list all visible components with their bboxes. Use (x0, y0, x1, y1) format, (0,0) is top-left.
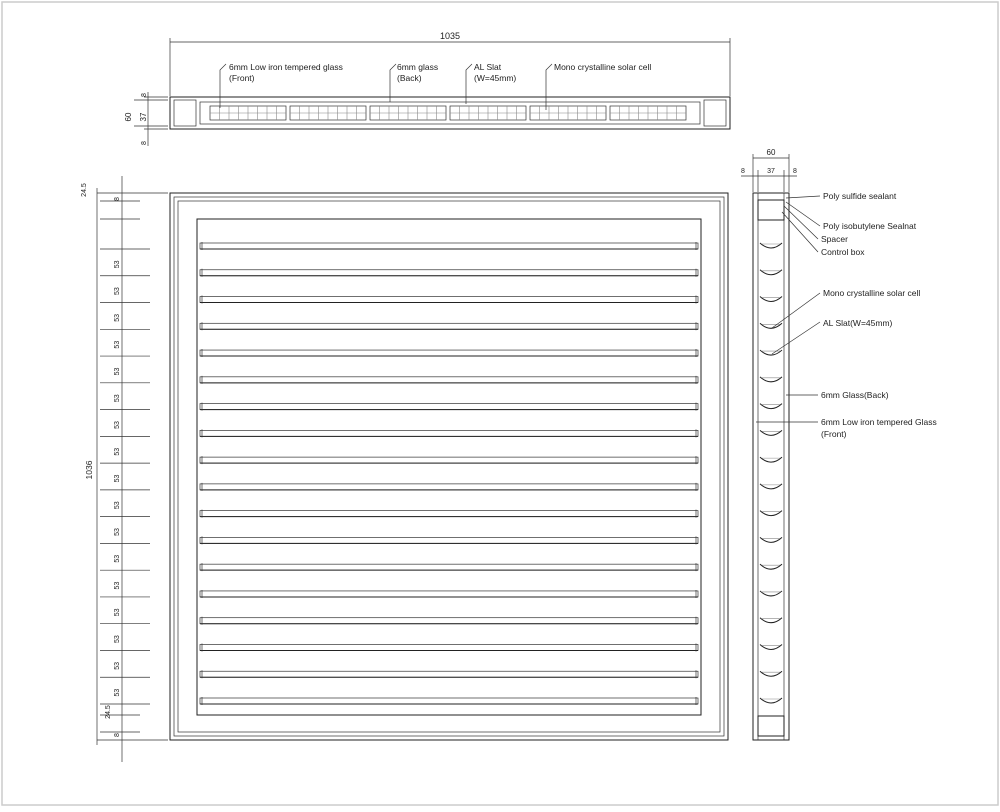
front-frame-line-3 (178, 201, 720, 732)
front-slat (200, 350, 698, 356)
top-label-1-line1: 6mm Low iron tempered glass (229, 62, 343, 72)
front-slat (200, 270, 698, 276)
leader-control-box (782, 212, 818, 252)
leader-al-slat (466, 64, 472, 104)
side-dim-left: 8 (741, 168, 745, 175)
front-pitch-label: 53 (114, 501, 121, 510)
front-height-dim: 1036 (84, 460, 94, 480)
side-control-box-top (758, 200, 784, 220)
front-glass-area (197, 219, 701, 715)
front-frame-line-2 (174, 197, 724, 736)
top-h-total: 60 (124, 112, 133, 122)
leader-solar-cell (546, 64, 552, 110)
front-slat (200, 671, 698, 677)
front-slat (200, 323, 698, 329)
front-pitch-label: 53 (114, 474, 121, 483)
leader-side-al-slat (772, 322, 820, 354)
top-label-3-line1: AL Slat (474, 62, 502, 72)
leader-polysulfide (786, 196, 820, 198)
front-slat (200, 644, 698, 650)
top-h-top: 8 (141, 93, 148, 97)
side-label-1: Poly sulfide sealant (823, 191, 897, 201)
top-label-3-line2: (W=45mm) (474, 73, 517, 83)
side-label-7: 6mm Glass(Back) (821, 390, 889, 400)
side-view (741, 148, 937, 740)
front-pitch-label: 53 (114, 635, 121, 643)
front-slat (200, 698, 698, 704)
front-view (81, 176, 728, 762)
leader-back-glass (390, 64, 396, 102)
leader-front-glass (220, 64, 226, 108)
side-label-3: Spacer (821, 234, 848, 244)
front-top-dim-1: 24.5 (81, 183, 88, 197)
top-label-1-line2: (Front) (229, 73, 255, 83)
top-cell-strip (210, 106, 686, 120)
top-h-inner: 37 (139, 112, 148, 122)
front-slat (200, 430, 698, 436)
front-slat (200, 537, 698, 543)
front-slats (200, 242, 698, 705)
side-label-4: Control box (821, 247, 865, 257)
top-label-2-line2: (Back) (397, 73, 422, 83)
side-dim-inner: 37 (767, 168, 775, 175)
top-frame-left-end (174, 100, 196, 126)
front-pitch-label: 53 (114, 314, 121, 322)
front-pitch-label: 53 (114, 394, 121, 403)
front-pitch-label: 53 (114, 367, 121, 376)
side-label-2: Poly isobutylene Sealnat (823, 221, 917, 231)
front-pitch-label: 53 (114, 447, 121, 456)
top-label-4-line1: Mono crystalline solar cell (554, 62, 652, 72)
width-dim-text: 1035 (439, 31, 461, 41)
side-label-8-line2: (Front) (821, 429, 847, 439)
side-label-5: Mono crystalline solar cell (823, 288, 921, 298)
side-slat-sections (760, 243, 782, 703)
front-pitch-label: 53 (114, 528, 121, 536)
side-control-box-bottom (758, 716, 784, 736)
front-pitch-marks (100, 249, 150, 704)
front-top-dim-2: 8 (114, 197, 121, 201)
front-slat (200, 484, 698, 490)
side-dim-total: 60 (766, 148, 776, 157)
front-pitch-label: 53 (114, 287, 121, 296)
front-slat (200, 457, 698, 463)
front-pitch-label: 53 (114, 608, 121, 617)
front-slat (200, 297, 698, 303)
front-pitch-label: 53 (114, 340, 121, 349)
side-label-6: AL Slat(W=45mm) (823, 318, 893, 328)
front-pitch-label: 53 (114, 421, 121, 429)
front-slat (200, 243, 698, 249)
front-slat (200, 591, 698, 597)
front-slat (200, 511, 698, 517)
front-pitch-label: 53 (114, 260, 121, 269)
top-view (124, 31, 730, 146)
front-pitch-label: 53 (114, 688, 121, 697)
front-bottom-dim-1: 24.5 (105, 705, 112, 719)
top-h-bottom: 8 (141, 141, 148, 145)
front-bottom-dim-2: 8 (114, 733, 121, 737)
front-slat (200, 377, 698, 383)
front-slat (200, 564, 698, 570)
side-label-8-line1: 6mm Low iron tempered Glass (821, 417, 937, 427)
top-frame-right-end (704, 100, 726, 126)
side-dim-right: 8 (793, 168, 797, 175)
front-pitch-label: 53 (114, 581, 121, 590)
front-slat (200, 618, 698, 624)
front-slat (200, 404, 698, 410)
front-pitch-label: 53 (114, 554, 121, 563)
front-pitch-label: 53 (114, 661, 121, 670)
top-label-2-line1: 6mm glass (397, 62, 439, 72)
front-frame-outer (170, 193, 728, 740)
